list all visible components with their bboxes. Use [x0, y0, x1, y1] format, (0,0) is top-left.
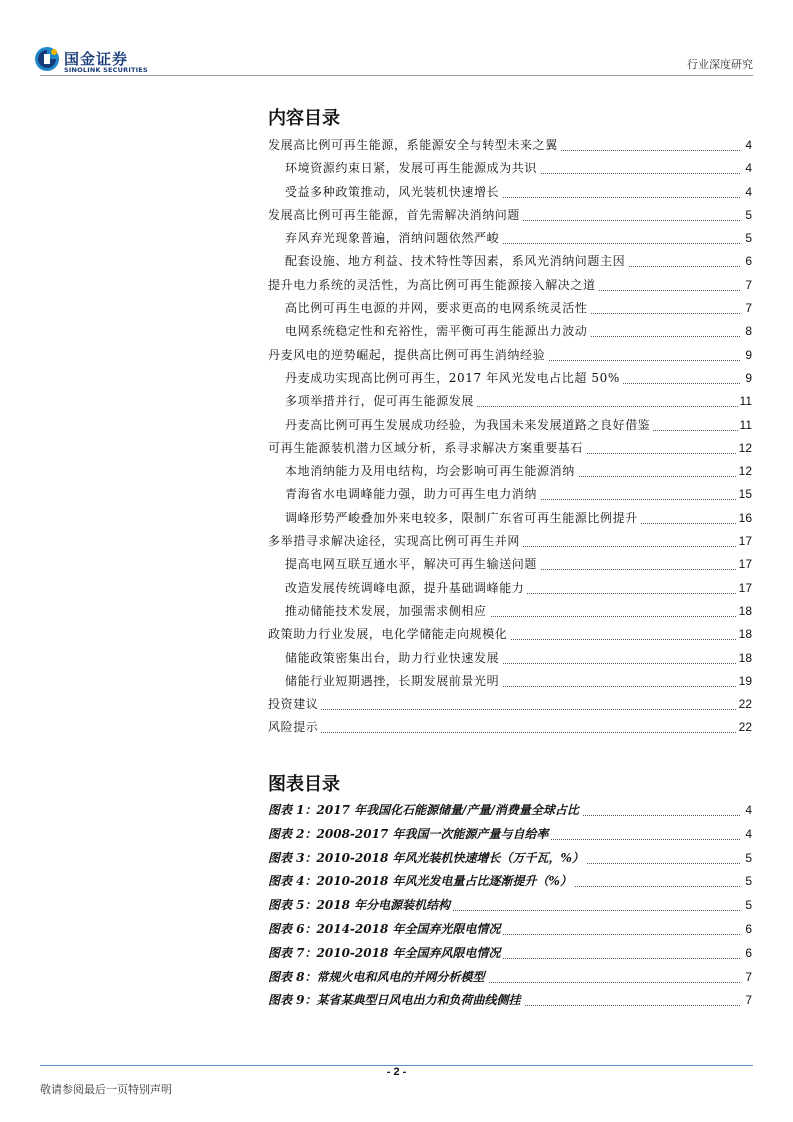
- toc-entry[interactable]: [268, 508, 752, 531]
- disclaimer-note: 敬请参阅最后一页特别声明: [40, 1083, 172, 1096]
- header-divider: [40, 75, 753, 76]
- toc-entry[interactable]: [268, 671, 752, 694]
- toc-entry[interactable]: [268, 531, 752, 554]
- toc-entry[interactable]: [268, 205, 752, 228]
- toc-entry[interactable]: [268, 438, 752, 461]
- toc-entry-title: 政策助力行业发展，电化学储能走向规模化: [268, 627, 510, 641]
- toc-entry-page: 18: [737, 648, 752, 668]
- figure-entry[interactable]: [268, 919, 752, 943]
- toc-entry-title: 提升电力系统的灵活性，为高比例可再生能源接入解决之道: [268, 278, 599, 292]
- toc-heading: 内容目录: [268, 108, 340, 129]
- toc-entry-title: 弃风弃光现象普遍，消纳问题依然严峻: [285, 231, 502, 245]
- toc-entry-title: 发展高比例可再生能源，系能源安全与转型未来之翼: [268, 138, 561, 152]
- figure-entry-title: 图表 1：2017 年我国化石能源储量/产量/消费量全球占比: [268, 803, 582, 817]
- figure-entry[interactable]: [268, 943, 752, 967]
- toc-entry-page: 7: [743, 275, 752, 295]
- figure-entry[interactable]: [268, 990, 752, 1014]
- toc-entry-title: 可再生能源装机潜力区域分析，系寻求解决方案重要基石: [268, 441, 586, 455]
- toc-entry-title: 丹麦风电的逆势崛起，提供高比例可再生消纳经验: [268, 348, 548, 362]
- figure-entry-page: 5: [743, 848, 752, 868]
- toc-entry-title: 储能政策密集出台，助力行业快速发展: [285, 651, 502, 665]
- toc-entry[interactable]: [268, 228, 752, 251]
- toc-entry-title: 电网系统稳定性和充裕性，需平衡可再生能源出力波动: [285, 324, 590, 338]
- toc-entry-page: 7: [743, 298, 752, 318]
- toc-entry-page: 12: [737, 461, 752, 481]
- figure-entry-title: 图表 4：2010-2018 年风光发电量占比逐渐提升（%）: [268, 874, 575, 888]
- toc-entry[interactable]: [268, 135, 752, 158]
- report-type-label: 行业深度研究: [687, 58, 753, 71]
- toc-entry-title: 受益多种政策推动，风光装机快速增长: [285, 185, 502, 199]
- toc-entry-page: 6: [743, 251, 752, 271]
- toc-entry-page: 22: [737, 717, 752, 737]
- page-number: - 2 -: [386, 1066, 407, 1078]
- toc-entry[interactable]: [268, 251, 752, 274]
- figure-entry-title: 图表 3：2010-2018 年风光装机快速增长（万千瓦，%）: [268, 851, 587, 865]
- toc-entry[interactable]: [268, 578, 752, 601]
- toc-entry[interactable]: [268, 415, 752, 438]
- toc-entry-title: 青海省水电调峰能力强，助力可再生电力消纳: [285, 487, 540, 501]
- toc-list: [268, 135, 752, 741]
- figure-entry-page: 6: [743, 943, 752, 963]
- figure-entry-page: 7: [743, 990, 752, 1010]
- toc-entry-page: 18: [737, 624, 752, 644]
- figure-entry-title: 图表 7：2010-2018 年全国弃风限电情况: [268, 946, 503, 960]
- figure-list: [268, 800, 752, 1014]
- toc-entry-title: 推动储能技术发展，加强需求侧相应: [285, 604, 490, 618]
- toc-entry-title: 丹麦高比例可再生发展成功经验，为我国未来发展道路之良好借鉴: [285, 418, 653, 432]
- figure-entry-page: 4: [743, 824, 752, 844]
- figure-entry[interactable]: [268, 895, 752, 919]
- toc-entry-title: 配套设施、地方利益、技术特性等因素，系风光消纳问题主因: [285, 254, 628, 268]
- toc-entry-title: 高比例可再生电源的并网，要求更高的电网系统灵活性: [285, 301, 590, 315]
- figure-entry-page: 5: [743, 871, 752, 891]
- figure-list-heading: 图表目录: [268, 774, 340, 795]
- figure-entry-title: 图表 8：常规火电和风电的并网分析模型: [268, 970, 488, 984]
- toc-entry-page: 4: [743, 182, 752, 202]
- toc-entry[interactable]: [268, 624, 752, 647]
- figure-entry-title: 图表 5：2018 年分电源装机结构: [268, 898, 453, 912]
- toc-entry-title: 环境资源约束日紧，发展可再生能源成为共识: [285, 161, 540, 175]
- toc-entry-page: 9: [743, 368, 752, 388]
- toc-entry-page: 18: [737, 601, 752, 621]
- toc-entry-title: 调峰形势严峻叠加外来电较多，限制广东省可再生能源比例提升: [285, 511, 641, 525]
- toc-entry[interactable]: [268, 182, 752, 205]
- toc-entry[interactable]: [268, 298, 752, 321]
- toc-entry-title: 本地消纳能力及用电结构，均会影响可再生能源消纳: [285, 464, 578, 478]
- toc-entry-page: 12: [737, 438, 752, 458]
- toc-entry-title: 多项举措并行，促可再生能源发展: [285, 394, 477, 408]
- toc-entry-title: 丹麦成功实现高比例可再生，2017 年风光发电占比超 50%: [285, 371, 623, 385]
- toc-entry[interactable]: [268, 461, 752, 484]
- figure-entry[interactable]: [268, 967, 752, 991]
- toc-entry-page: 16: [737, 508, 752, 528]
- toc-entry-page: 5: [743, 228, 752, 248]
- toc-entry-title: 改造发展传统调峰电源，提升基础调峰能力: [285, 581, 527, 595]
- figure-entry-page: 6: [743, 919, 752, 939]
- toc-entry[interactable]: [268, 391, 752, 414]
- logo-english-name: SINOLINK SECURITIES: [64, 66, 148, 74]
- figure-entry-page: 4: [743, 800, 752, 820]
- figure-entry-title: 图表 6：2014-2018 年全国弃光限电情况: [268, 922, 503, 936]
- toc-entry-page: 11: [738, 391, 752, 411]
- toc-entry[interactable]: [268, 158, 752, 181]
- figure-entry[interactable]: [268, 871, 752, 895]
- figure-entry-title: 图表 9：某省某典型日风电出力和负荷曲线侧挂: [268, 993, 524, 1007]
- figure-entry-page: 7: [743, 967, 752, 987]
- toc-entry-title: 储能行业短期遇挫，长期发展前景光明: [285, 674, 502, 688]
- toc-entry-page: 11: [738, 415, 752, 435]
- figure-entry[interactable]: [268, 848, 752, 872]
- toc-entry-title: 投资建议: [268, 697, 321, 711]
- toc-entry[interactable]: [268, 554, 752, 577]
- toc-entry[interactable]: [268, 601, 752, 624]
- toc-entry[interactable]: [268, 648, 752, 671]
- toc-entry-page: 5: [743, 205, 752, 225]
- dot-leader: [268, 709, 740, 710]
- toc-entry[interactable]: [268, 484, 752, 507]
- toc-entry[interactable]: [268, 345, 752, 368]
- toc-entry-page: 15: [737, 484, 752, 504]
- sinolink-logo-icon: [34, 46, 60, 72]
- toc-entry-page: 4: [743, 158, 752, 178]
- toc-entry[interactable]: [268, 368, 752, 391]
- toc-entry[interactable]: [268, 717, 752, 740]
- dot-leader: [268, 732, 740, 733]
- toc-entry-page: 17: [737, 531, 752, 551]
- toc-entry-page: 17: [737, 554, 752, 574]
- figure-entry-page: 5: [743, 895, 752, 915]
- toc-entry-page: 19: [737, 671, 752, 691]
- figure-entry[interactable]: [268, 800, 752, 824]
- toc-entry-title: 发展高比例可再生能源，首先需解决消纳问题: [268, 208, 523, 222]
- toc-entry-page: 17: [737, 578, 752, 598]
- toc-entry-page: 8: [743, 321, 752, 341]
- toc-entry-title: 多举措寻求解决途径，实现高比例可再生并网: [268, 534, 523, 548]
- toc-entry[interactable]: [268, 694, 752, 717]
- toc-entry[interactable]: [268, 275, 752, 298]
- toc-entry-page: 22: [737, 694, 752, 714]
- figure-entry[interactable]: [268, 824, 752, 848]
- toc-entry-page: 4: [743, 135, 752, 155]
- logo-chinese-name: 国金证券: [64, 50, 129, 68]
- toc-entry[interactable]: [268, 321, 752, 344]
- figure-entry-title: 图表 2：2008-2017 年我国一次能源产量与自给率: [268, 827, 551, 841]
- toc-entry-page: 9: [743, 345, 752, 365]
- toc-entry-title: 风险提示: [268, 720, 321, 734]
- company-logo: [34, 44, 154, 78]
- toc-entry-title: 提高电网互联互通水平，解决可再生输送问题: [285, 557, 540, 571]
